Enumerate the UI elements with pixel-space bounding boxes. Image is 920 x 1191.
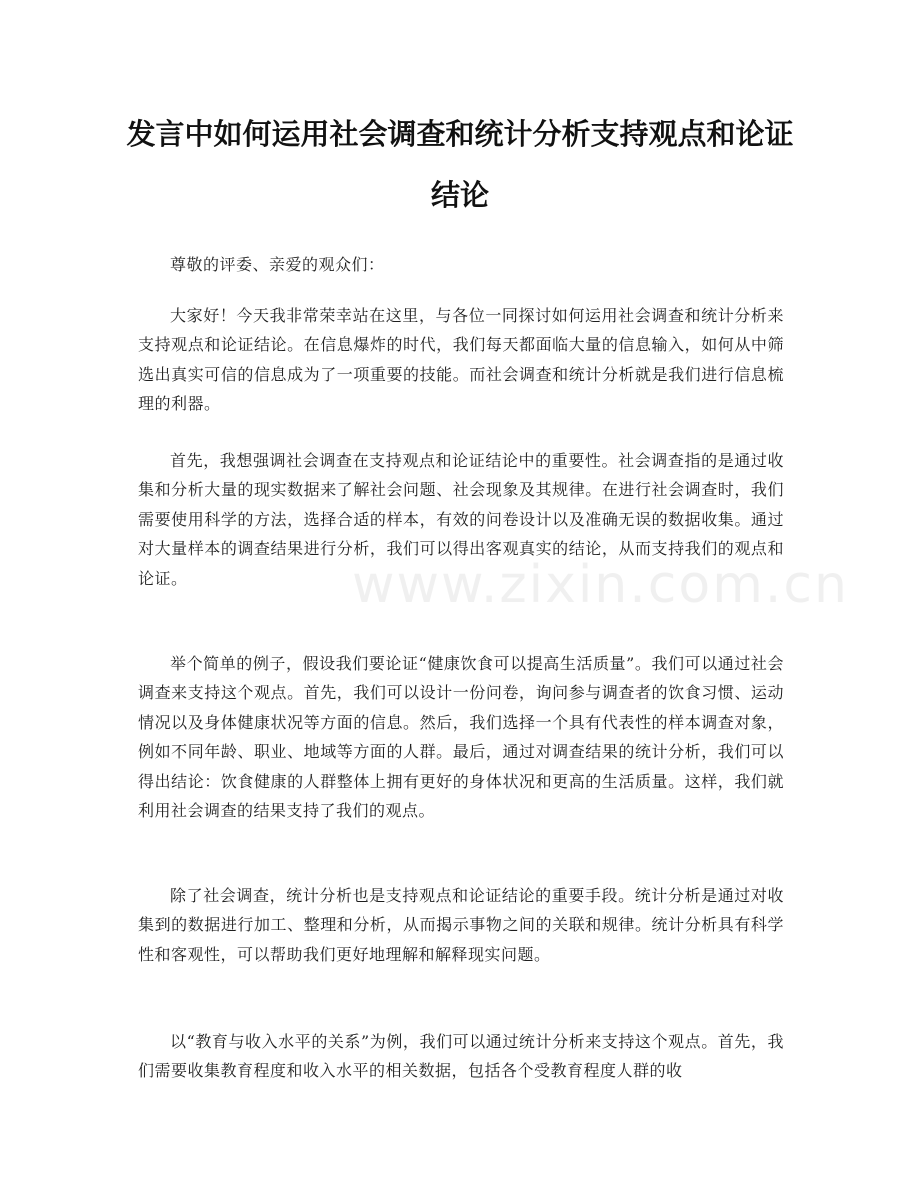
salutation: 尊敬的评委、亲爱的观众们： [170,255,385,274]
paragraph-5: 以“教育与收入水平的关系”为例，我们可以通过统计分析来支持这个观点。首先，我们需要收集教育程度和收入水平的相关数据，包括各个受教育程度人群的收 [138,1032,784,1081]
paragraph-2: 首先，我想强调社会调查在支持观点和论证结论中的重要性。社会调查指的是通过收集和分析大量的现实数据来了解社会问题、社会现象及其规律。在进行社会调查时，我们需要使用科学的方法，选择合适的样本，有效的问卷设计以及准确无误的数据收集。通过对大量样本的调查结果进行分析，我们可以得出客观真实的结论，从而支持我们的观点和论证。 [138,451,784,588]
paragraph-4: 除了社会调查，统计分析也是支持观点和论证结论的重要手段。统计分析是通过对收集到的数据进行加工、整理和分析，从而揭示事物之间的关联和规律。统计分析具有科学性和客观性，可以帮助我们更好地理解和解释现实问题。 [138,886,784,964]
watermark: www.zixin.com.cn [352,555,849,615]
document-title: 发言中如何运用社会调查和统计分析支持观点和论证结论 [126,117,794,212]
paragraph-1: 大家好！今天我非常荣幸站在这里，与各位一同探讨如何运用社会调查和统计分析来支持观点和论证结论。在信息爆炸的时代，我们每天都面临大量的信息输入，如何从中筛选出真实可信的信息成为了一项重要的技能。而社会调查和统计分析就是我们进行信息梳理的利器。 [138,306,784,414]
paragraph-3: 举个简单的例子，假设我们要论证“健康饮食可以提高生活质量”。我们可以通过社会调查来支持这个观点。首先，我们可以设计一份问卷，询问参与调查者的饮食习惯、运动情况以及身体健康状况等方面的信息。然后，我们选择一个具有代表性的样本调查对象，例如不同年龄、职业、地域等方面的人群。最后，通过对调查结果的统计分析，我们可以得出结论：饮食健康的人群整体上拥有更好的身体状况和更高的生活质量。这样，我们就利用社会调查的结果支持了我们的观点。 [138,654,784,821]
